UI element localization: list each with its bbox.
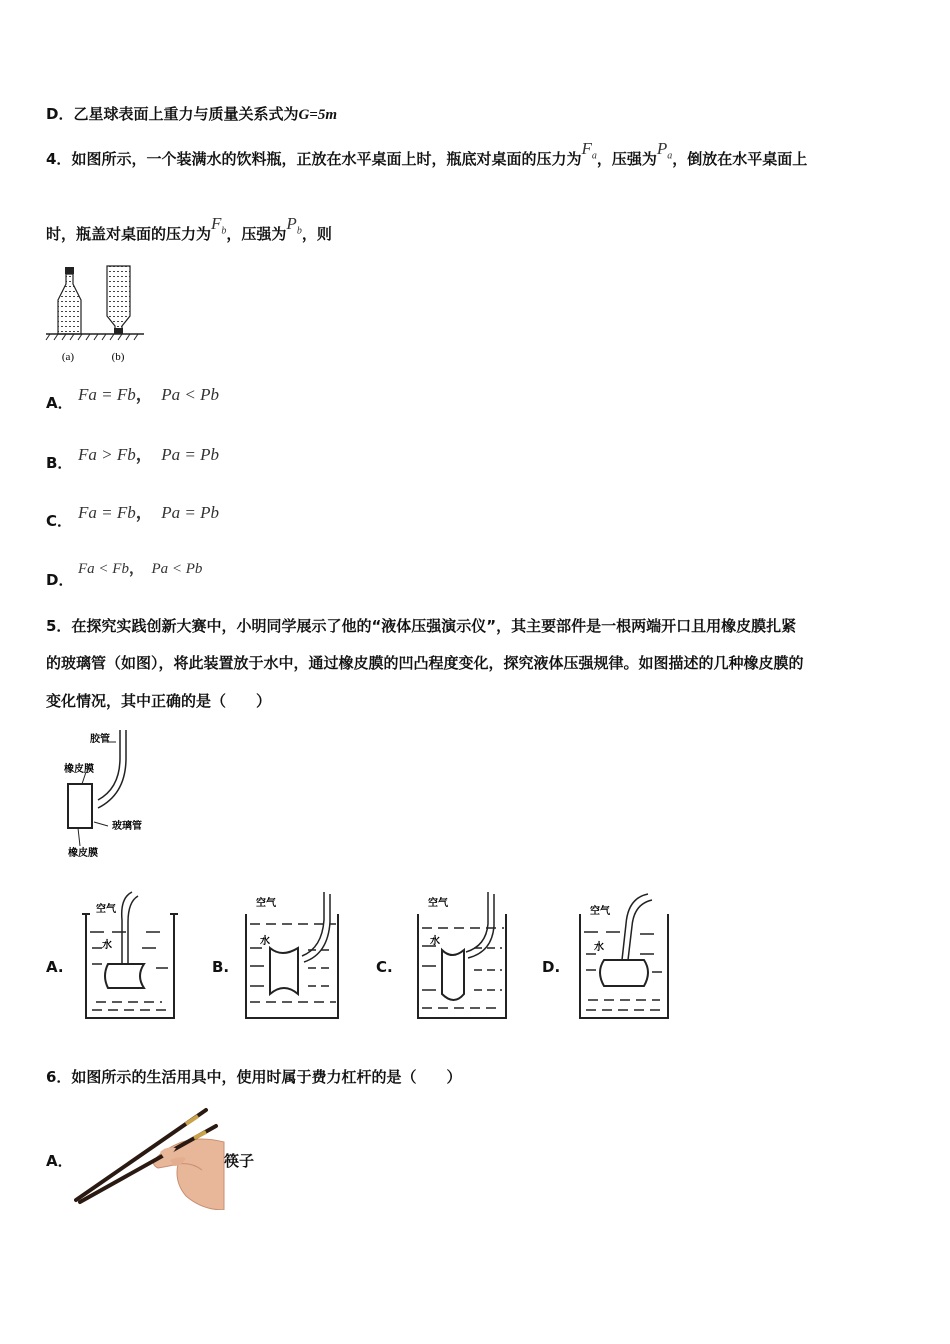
symbol-fa: $F_a$ <box>581 139 597 162</box>
chopsticks-image <box>74 1102 226 1210</box>
air-label: 空气 <box>96 904 116 915</box>
label-glass-tube: 玻璃管 <box>112 821 142 832</box>
q4-line1: 4．如图所示，一个装满水的饮料瓶，正放在水平桌面上时，瓶底对桌面的压力为$F_a$，压强为$P_a$，倒放在水平桌面上 <box>46 139 808 168</box>
q3-option-d: D．乙星球表面上重力与质量关系式为G=5m <box>46 105 338 123</box>
q5-line1: 5．在探究实践创新大赛中，小明同学展示了他的“液体压强演示仪”，其主要部件是一根两端开口且用橡皮膜扎紧 <box>46 617 797 635</box>
q5-option-c[interactable]: C. <box>376 958 393 976</box>
beaker-a <box>82 890 178 1024</box>
label-membrane-bottom: 橡皮膜 <box>68 848 98 859</box>
q4-option-d-expr: Fa < Fb， Pa < Pb <box>78 561 203 577</box>
q5-line2: 的玻璃管（如图），将此装置放于水中，通过橡皮膜的凹凸程度变化，探究液体压强规律。如图描述的几种橡皮膜的 <box>46 654 804 672</box>
beaker-d <box>576 890 672 1024</box>
formula: G=5m <box>298 107 338 123</box>
q4-option-c-expr: Fa = Fb， Pa = Pb <box>78 503 219 522</box>
label-hose: 胶管 <box>90 734 110 745</box>
q4-line2: 时，瓶盖对桌面的压力为$F_b$，压强为$P_b$，则 <box>46 214 332 243</box>
bottle-upright <box>58 267 81 334</box>
q6-option-a-text: 筷子 <box>224 1152 255 1170</box>
water-label: 水 <box>594 942 604 953</box>
q6-text: 6．如图所示的生活用具中，使用时属于费力杠杆的是（ ） <box>46 1068 462 1086</box>
symbol-pa: $P_a$ <box>656 139 673 162</box>
beaker-b <box>242 890 346 1024</box>
q4-option-b-expr: Fa > Fb， Pa = Pb <box>78 445 219 464</box>
q5-option-d[interactable]: D. <box>542 958 561 976</box>
bottle-inverted <box>107 266 130 334</box>
q4-option-d[interactable]: D． <box>46 571 74 589</box>
air-label: 空气 <box>428 898 448 909</box>
symbol-pb: $P_b$ <box>286 214 302 237</box>
air-label: 空气 <box>256 898 276 909</box>
q5-line3: 变化情况，其中正确的是（ ） <box>46 692 272 710</box>
q4-option-c[interactable]: C． <box>46 512 73 530</box>
label-membrane-top: 橡皮膜 <box>64 764 94 775</box>
device-figure <box>56 728 166 862</box>
q5-option-b[interactable]: B. <box>212 958 230 976</box>
q6-option-a[interactable]: A． <box>46 1152 73 1170</box>
water-label: 水 <box>430 936 440 947</box>
q4-option-a-expr: Fa = Fb， Pa < Pb <box>78 385 219 404</box>
q5-option-a[interactable]: A. <box>46 958 64 976</box>
fig-label-b: (b) <box>111 351 125 363</box>
fig-label-a: (a) <box>61 351 75 363</box>
symbol-fb: $F_b$ <box>211 214 227 237</box>
q4-option-b[interactable]: B． <box>46 454 73 472</box>
beaker-c <box>414 890 510 1024</box>
q4-option-a[interactable]: A． <box>46 394 73 412</box>
bottle-figure <box>44 264 154 366</box>
water-label: 水 <box>260 936 270 947</box>
air-label: 空气 <box>590 906 610 917</box>
water-label: 水 <box>102 940 112 951</box>
